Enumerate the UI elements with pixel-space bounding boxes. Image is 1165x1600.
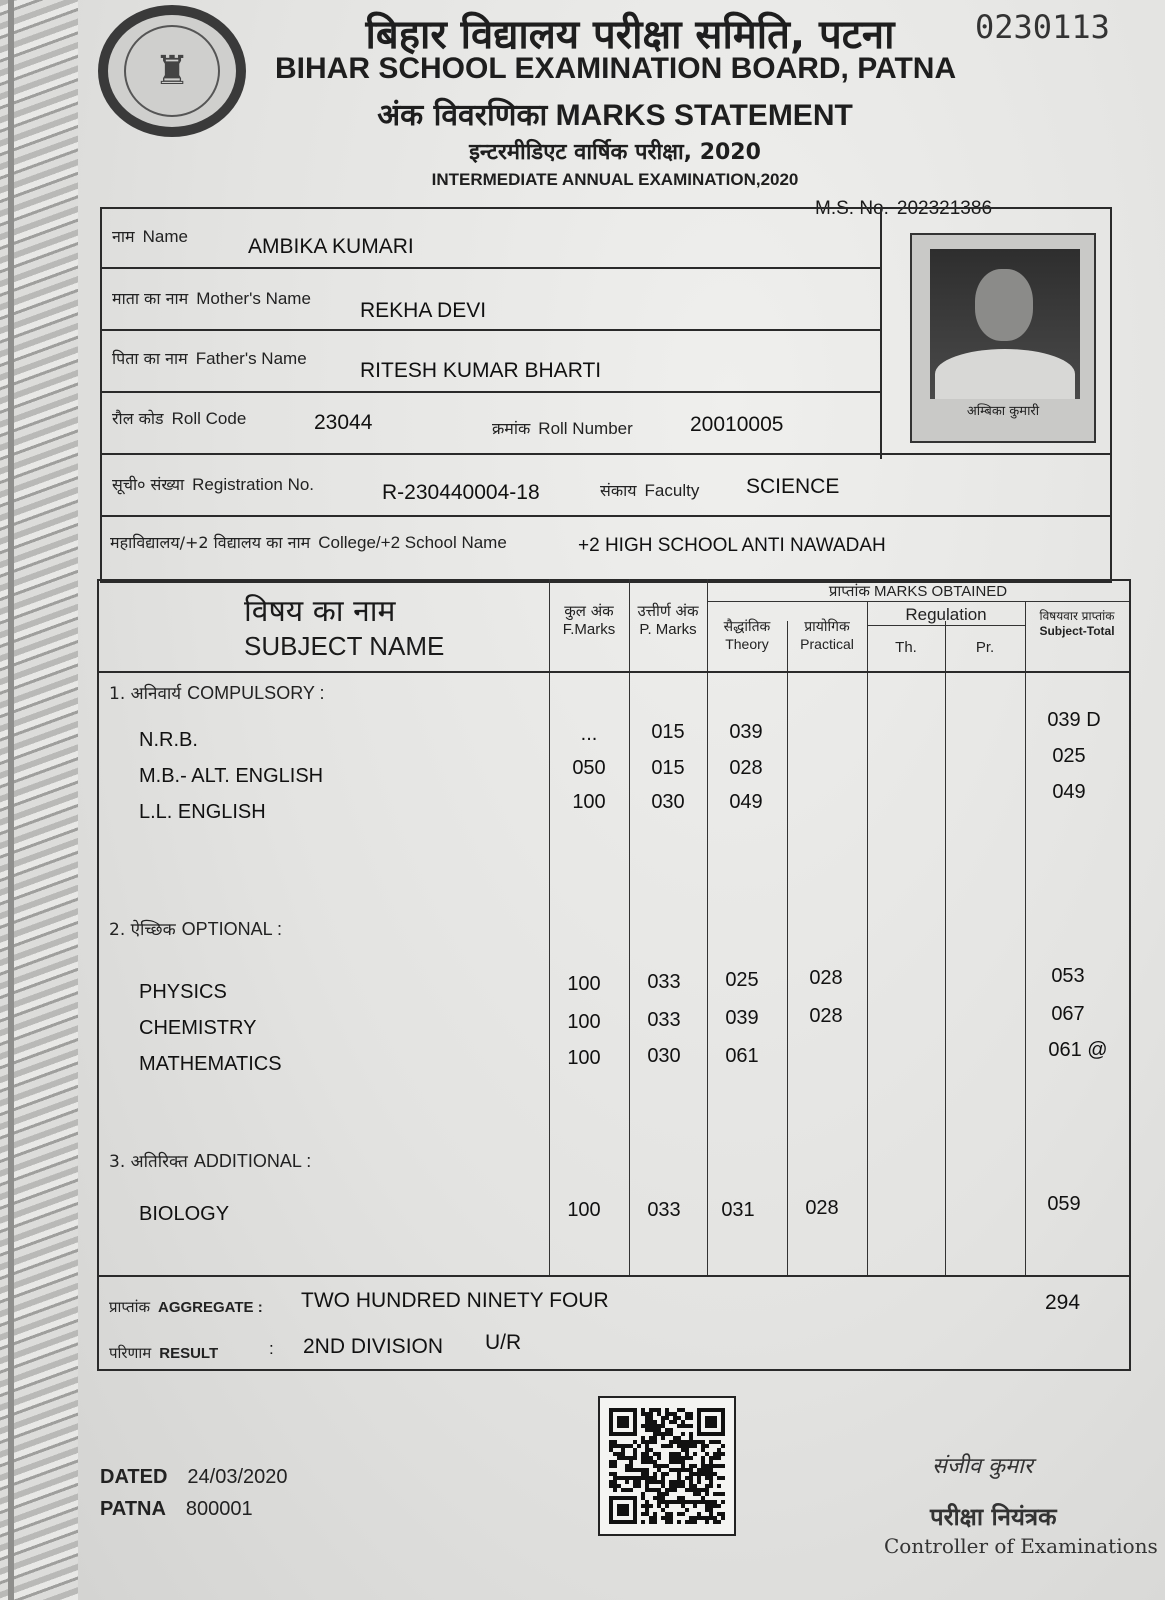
mother-row bbox=[102, 269, 880, 331]
full-marks: 100 bbox=[567, 973, 601, 995]
mother-label: माता का नाम Mother's Name bbox=[112, 289, 311, 308]
roll-code-label: रौल कोड Roll Code bbox=[112, 409, 247, 428]
college-name: +2 HIGH SCHOOL ANTI NAWADAH bbox=[578, 535, 886, 556]
pass-marks: 033 bbox=[647, 971, 681, 993]
pass-marks: 015 bbox=[651, 721, 685, 743]
board-name-english: BIHAR SCHOOL EXAMINATION BOARD, PATNA bbox=[275, 52, 957, 85]
registration-number: R-230440004-18 bbox=[382, 481, 540, 504]
header-regulation: Regulation bbox=[905, 605, 987, 624]
qr-code-icon bbox=[608, 1408, 726, 1524]
header-marks-obtained: प्राप्तांक MARKS OBTAINED bbox=[828, 582, 1008, 600]
result-value: 2ND DIVISION bbox=[303, 1335, 444, 1358]
dated bbox=[100, 1466, 288, 1489]
practical-marks: 028 bbox=[809, 1005, 843, 1027]
father-name: RITESH KUMAR BHARTI bbox=[360, 359, 602, 382]
subject-total: 053 bbox=[1051, 965, 1085, 987]
statement-title-english: MARKS STATEMENT bbox=[555, 99, 853, 132]
father-label: पिता का नाम Father's Name bbox=[112, 349, 307, 368]
roll-code: 23044 bbox=[314, 411, 373, 434]
board-name-hindi: बिहार विद्यालय परीक्षा समिति, पटना bbox=[365, 12, 895, 58]
pass-marks: 015 bbox=[651, 757, 685, 779]
subject-name: MATHEMATICS bbox=[139, 1053, 282, 1075]
full-marks: 100 bbox=[572, 791, 606, 813]
header-regulation-pr: Pr. bbox=[975, 639, 995, 656]
pass-marks: 033 bbox=[647, 1199, 681, 1221]
seal-figure-icon: ♜ bbox=[124, 25, 220, 117]
practical-marks: 028 bbox=[805, 1197, 839, 1219]
subject-header: SUBJECT NAME bbox=[244, 631, 445, 661]
photo-divider bbox=[880, 209, 882, 459]
pass-marks: 030 bbox=[651, 791, 685, 813]
place bbox=[100, 1498, 253, 1521]
dated-label: DATED bbox=[100, 1466, 168, 1488]
name-row bbox=[102, 209, 880, 269]
header-theory: सैद्धांतिक Theory bbox=[723, 619, 771, 652]
pin-value: 800001 bbox=[185, 1498, 253, 1520]
result-label: परिणाम RESULT bbox=[109, 1344, 219, 1362]
exam-name-english: INTERMEDIATE ANNUAL EXAMINATION,2020 bbox=[431, 170, 799, 189]
faculty-label: संकाय Faculty bbox=[600, 481, 700, 500]
board-seal-logo bbox=[98, 5, 246, 137]
college-label: महाविद्यालय/+2 विद्यालय का नाम College/+2 School Name bbox=[110, 533, 507, 552]
subject-name: N.R.B. bbox=[139, 729, 198, 751]
result-separator: : bbox=[269, 1339, 274, 1358]
aggregate-result-section bbox=[99, 1275, 1129, 1371]
full-marks: 050 bbox=[572, 757, 606, 779]
subject-total: 059 bbox=[1047, 1193, 1081, 1215]
subject-name: CHEMISTRY bbox=[139, 1017, 257, 1039]
header-regulation-th: Th. bbox=[895, 639, 917, 656]
date-value: 24/03/2020 bbox=[187, 1466, 288, 1488]
mother-name: REKHA DEVI bbox=[360, 299, 487, 322]
practical-marks: 028 bbox=[809, 967, 843, 989]
father-row bbox=[102, 331, 880, 393]
student-name: AMBIKA KUMARI bbox=[248, 235, 414, 258]
statement-title-hindi: अंक विवरणिका bbox=[377, 98, 548, 133]
controller-title-hindi: परीक्षा नियंत्रक bbox=[930, 1503, 1057, 1531]
theory-marks: 028 bbox=[729, 757, 763, 779]
result-note: U/R bbox=[485, 1331, 522, 1354]
marks-table bbox=[97, 579, 1131, 1371]
page-edge-pattern bbox=[0, 0, 78, 1600]
ms-number-label: M.S. No. bbox=[815, 198, 889, 219]
controller-title: Controller of Examinations bbox=[884, 1534, 1158, 1558]
roll-row bbox=[102, 393, 880, 453]
full-marks: 100 bbox=[567, 1011, 601, 1033]
subject-total: 049 bbox=[1052, 781, 1086, 803]
theory-marks: 031 bbox=[721, 1199, 755, 1221]
aggregate-value: 294 bbox=[1045, 1291, 1081, 1314]
pass-marks: 033 bbox=[647, 1009, 681, 1031]
roll-number: 20010005 bbox=[690, 413, 784, 436]
full-marks: ... bbox=[580, 723, 598, 745]
student-info-box bbox=[100, 207, 1112, 583]
student-photo bbox=[910, 233, 1096, 443]
subject-name: L.L. ENGLISH bbox=[139, 801, 266, 823]
full-marks: 100 bbox=[567, 1047, 601, 1069]
aggregate-label: प्राप्तांक AGGREGATE : bbox=[109, 1298, 263, 1316]
faculty-value: SCIENCE bbox=[746, 475, 840, 498]
full-marks: 100 bbox=[567, 1199, 601, 1221]
registration-row bbox=[102, 453, 1110, 517]
header-full-marks: कुल अंक F.Marks bbox=[562, 602, 616, 638]
theory-marks: 049 bbox=[729, 791, 763, 813]
subject-total: 039 D bbox=[1047, 709, 1101, 731]
photo-signature: अम्बिका कुमारी bbox=[966, 404, 1040, 419]
registration-label: सूची० संख्या Registration No. bbox=[112, 475, 315, 494]
theory-marks: 039 bbox=[725, 1007, 759, 1029]
subject-total: 067 bbox=[1051, 1003, 1085, 1025]
subject-name: M.B.- ALT. ENGLISH bbox=[139, 765, 324, 787]
subject-name: BIOLOGY bbox=[139, 1203, 230, 1225]
header-subject-total: विषयवार प्राप्तांक Subject-Total bbox=[1039, 609, 1115, 638]
section-additional: 3. अतिरिक्त ADDITIONAL : bbox=[109, 1151, 312, 1172]
aggregate-words: TWO HUNDRED NINETY FOUR bbox=[301, 1289, 609, 1312]
theory-marks: 061 bbox=[725, 1045, 759, 1067]
theory-marks: 025 bbox=[725, 969, 759, 991]
statement-title bbox=[325, 93, 905, 134]
section-optional: 2. ऐच्छिक OPTIONAL : bbox=[109, 919, 283, 940]
serial-number: 0230113 bbox=[975, 8, 1110, 46]
qr-code bbox=[598, 1396, 736, 1536]
section-compulsory: 1. अनिवार्य COMPULSORY : bbox=[109, 683, 325, 704]
subject-total: 025 bbox=[1052, 745, 1086, 767]
controller-signature: संजीव कुमार bbox=[932, 1454, 1033, 1479]
theory-marks: 039 bbox=[729, 721, 763, 743]
header-practical: प्रायोगिक Practical bbox=[800, 619, 854, 652]
name-label: नाम Name bbox=[112, 227, 188, 246]
exam-name-hindi: इन्टरमीडिएट वार्षिक परीक्षा, 2020 bbox=[469, 140, 761, 165]
college-row bbox=[102, 517, 1110, 581]
subject-total: 061 @ bbox=[1048, 1039, 1108, 1061]
place-label: PATNA bbox=[100, 1498, 166, 1520]
ms-number-value: 202321386 bbox=[896, 198, 993, 219]
header-pass-marks: उत्तीर्ण अंक P. Marks bbox=[637, 602, 699, 638]
pass-marks: 030 bbox=[647, 1045, 681, 1067]
subject-header-hindi: विषय का नाम bbox=[244, 594, 396, 629]
subject-name: PHYSICS bbox=[139, 981, 227, 1003]
roll-number-label: क्रमांक Roll Number bbox=[492, 419, 633, 438]
